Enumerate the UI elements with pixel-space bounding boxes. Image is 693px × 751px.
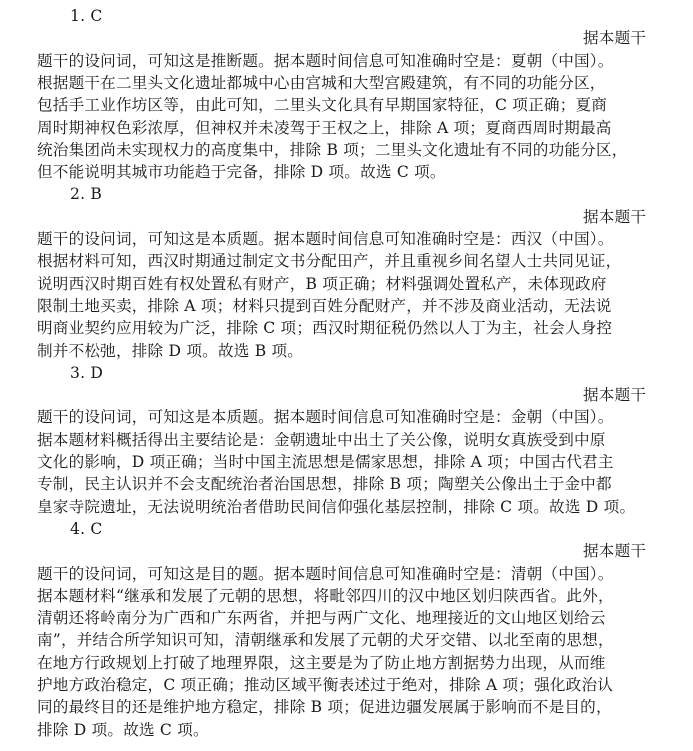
answer-number: 1. C xyxy=(70,7,103,25)
answer-text-line: 周时期神权色彩浓厚，但神权并未凌驾于王权之上，排除 A 项；夏商西周时期最高 xyxy=(37,118,612,137)
answer-text-line: 题干的设问词，可知这是本质题。据本题时间信息可知准确时空是：西汉（中国）。 xyxy=(37,230,614,248)
answer-text-line: 南”，并结合所学知识可知，清朝继承和发展了元朝的犬牙交错、以北至南的思想， xyxy=(37,631,614,650)
answer-text-line: 根据题干在二里头文化遗址都城中心由宫城和大型宫殿建筑，有不同的功能分区， xyxy=(37,73,606,92)
answer-lead: 据本题干 xyxy=(583,542,647,561)
answer-text-line: 限制土地买卖，排除 A 项；材料只提到百姓分配财产，并不涉及商业活动，无法说 xyxy=(37,296,612,315)
answer-lead: 据本题干 xyxy=(583,207,647,226)
answer-text-line: 统治集团尚未实现权力的高度集中，排除 B 项；二里头文化遗址有不同的功能分区， xyxy=(37,140,628,159)
answer-text-line: 护地方政治稳定，C 项正确；推动区域平衡表述过于绝对，排除 A 项；强化政治认 xyxy=(37,676,614,694)
answer-text-line: 在地方行政规划上打破了地理界限，这主要是为了防止地方割据势力出现，从而维 xyxy=(37,653,606,672)
answer-text-line: 制并不松弛，排除 D 项。故选 B 项。 xyxy=(37,341,304,360)
answer-text-line: 排除 D 项。故选 C 项。 xyxy=(37,720,209,739)
answer-text-line: 说明西汉时期百姓有权处置私有财产，B 项正确；材料强调处置私产，未体现政府 xyxy=(37,274,607,293)
answer-text-line: 皇家寺院遗址，无法说明统治者借助民间信仰强化基层控制，排除 C 项。故选 D 项。 xyxy=(37,497,636,516)
answer-lead: 据本题干 xyxy=(583,29,647,48)
answer-text-line: 题干的设问词，可知这是本质题。据本题时间信息可知准确时空是：金朝（中国）。 xyxy=(37,408,614,427)
answer-number: 3. D xyxy=(70,363,104,382)
answer-text-line: 同的最终目的还是维护地方稳定，排除 B 项；促进边疆发展属于影响而不是目的， xyxy=(37,698,612,717)
answer-text-line: 包括手工业作坊区等，由此可知，二里头文化具有早期国家特征，C 项正确；夏商 xyxy=(37,96,608,115)
answer-text-line: 据本题材料概括得出主要结论是：金朝遗址中出土了关公像，说明女真族受到中原 xyxy=(37,430,606,449)
answer-number: 4. C xyxy=(70,519,103,538)
answer-text-line: 题干的设问词，可知这是目的题。据本题时间信息可知准确时空是：清朝（中国）。 xyxy=(37,564,614,583)
answer-text-line: 题干的设问词，可知这是推断题。据本题时间信息可知准确时空是：夏朝（中国）。 xyxy=(37,51,614,70)
answer-lead: 据本题干 xyxy=(583,386,647,405)
answer-text-line: 文化的影响，D 项正确；当时中国主流思想是儒家思想，排除 A 项；中国古代君主 xyxy=(37,453,614,471)
answer-text-line: 专制，民主认识并不会支配统治者治国思想，排除 B 项；陶塑关公像出土于金中都 xyxy=(37,475,612,494)
answer-text-line: 清朝还将岭南分为广西和广东两省，并把与两广文化、地理接近的文山地区划给云 xyxy=(37,609,606,628)
answer-text-line: 但不能说明其城市功能趋于完备，排除 D 项。故选 C 项。 xyxy=(37,163,446,182)
answer-text-line: 明商业契约应用较为广泛，排除 C 项；西汉时期征税仍然以人丁为主，社会人身控 xyxy=(37,319,613,338)
answer-text-line: 据本题材料“继承和发展了元朝的思想，将毗邻四川的汉中地区划归陕西省。此外， xyxy=(37,586,614,605)
answer-text-line: 根据材料可知，西汉时期通过制定文书分配田产，并且重视乡间名望人士共同见证， xyxy=(37,252,622,271)
answer-number: 2. B xyxy=(70,185,103,204)
